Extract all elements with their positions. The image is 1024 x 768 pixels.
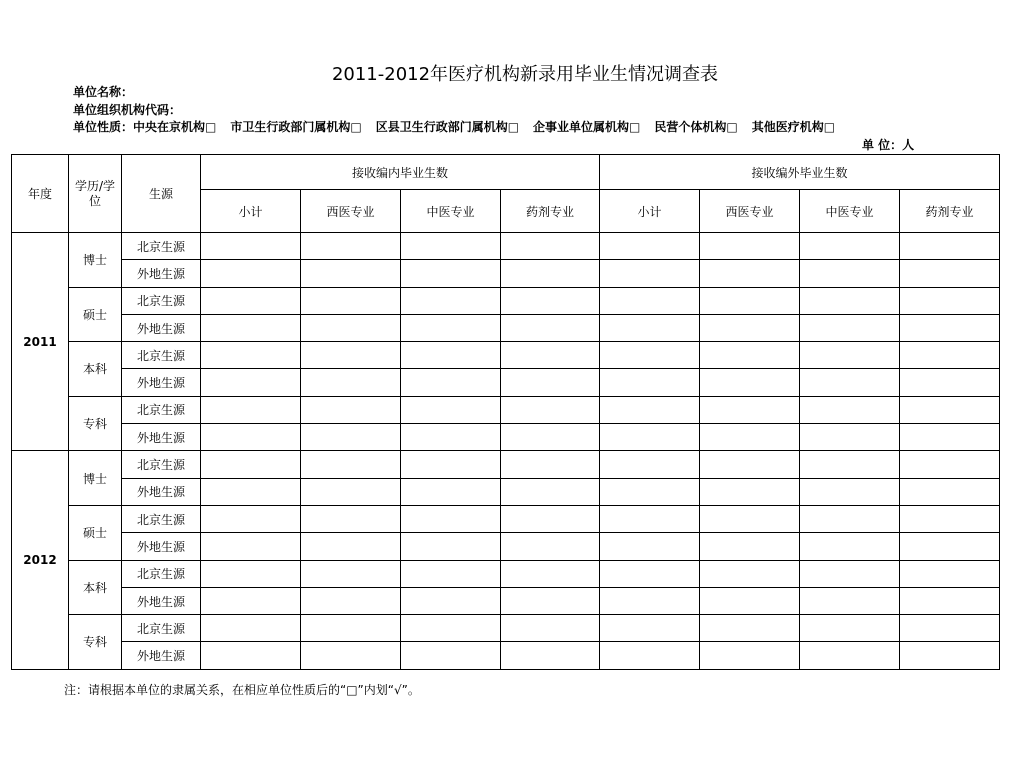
table-row — [12, 533, 1000, 560]
entry-cell[interactable] — [600, 478, 700, 505]
entry-cell[interactable] — [401, 260, 501, 287]
degree-cell: 专科 — [69, 615, 122, 670]
degree-cell: 本科 — [69, 560, 122, 615]
entry-cell[interactable] — [401, 451, 501, 478]
degree-cell: 博士 — [69, 451, 122, 506]
entry-cell[interactable] — [900, 396, 1000, 423]
entry-cell[interactable] — [501, 615, 600, 642]
entry-cell[interactable] — [401, 642, 501, 669]
sub-header-western: 西医专业 — [301, 190, 401, 233]
unit-name-label: 单位名称： — [73, 85, 134, 99]
entry-cell[interactable] — [501, 505, 600, 532]
entry-cell[interactable] — [201, 369, 301, 396]
entry-cell[interactable] — [401, 424, 501, 451]
entry-cell[interactable] — [700, 342, 800, 369]
entry-cell[interactable] — [401, 587, 501, 614]
degree-cell: 博士 — [69, 233, 122, 288]
nature-option-other[interactable]: 其他医疗机构□ — [751, 120, 836, 134]
entry-cell[interactable] — [600, 424, 700, 451]
entry-cell[interactable] — [600, 342, 700, 369]
entry-cell[interactable] — [501, 642, 600, 669]
entry-cell[interactable] — [700, 560, 800, 587]
table-row — [12, 233, 1000, 260]
source-cell: 北京生源 — [122, 287, 201, 314]
entry-cell[interactable] — [700, 533, 800, 560]
source-cell: 外地生源 — [122, 424, 201, 451]
table-row — [12, 396, 1000, 423]
entry-cell[interactable] — [800, 260, 900, 287]
table-row — [12, 587, 1000, 614]
entry-cell[interactable] — [301, 451, 401, 478]
entry-cell[interactable] — [501, 260, 600, 287]
entry-cell[interactable] — [600, 615, 700, 642]
source-cell: 外地生源 — [122, 642, 201, 669]
entry-cell[interactable] — [301, 615, 401, 642]
in-quota-header: 接收编内毕业生数 — [201, 155, 600, 190]
entry-cell[interactable] — [800, 369, 900, 396]
entry-cell[interactable] — [900, 533, 1000, 560]
entry-cell[interactable] — [800, 451, 900, 478]
sub-header-tcm: 中医专业 — [401, 190, 501, 233]
entry-cell[interactable] — [501, 314, 600, 341]
entry-cell[interactable] — [700, 233, 800, 260]
entry-cell[interactable] — [600, 505, 700, 532]
entry-cell[interactable] — [301, 560, 401, 587]
entry-cell[interactable] — [401, 560, 501, 587]
entry-cell[interactable] — [201, 478, 301, 505]
entry-cell[interactable] — [401, 478, 501, 505]
entry-cell[interactable] — [501, 560, 600, 587]
entry-cell[interactable] — [501, 587, 600, 614]
table-row — [12, 560, 1000, 587]
entry-cell[interactable] — [700, 424, 800, 451]
degree-cell: 硕士 — [69, 287, 122, 342]
entry-cell[interactable] — [800, 505, 900, 532]
year-cell: 2012 — [12, 451, 69, 669]
entry-cell[interactable] — [301, 478, 401, 505]
degree-cell: 硕士 — [69, 505, 122, 560]
entry-cell[interactable] — [900, 451, 1000, 478]
entry-cell[interactable] — [501, 287, 600, 314]
entry-cell[interactable] — [501, 478, 600, 505]
entry-cell[interactable] — [301, 260, 401, 287]
entry-cell[interactable] — [700, 260, 800, 287]
entry-cell[interactable] — [700, 505, 800, 532]
entry-cell[interactable] — [501, 369, 600, 396]
degree-cell: 本科 — [69, 342, 122, 397]
entry-cell[interactable] — [800, 396, 900, 423]
table-row — [12, 424, 1000, 451]
entry-cell[interactable] — [201, 560, 301, 587]
sub-header-pharmacy: 药剂专业 — [501, 190, 600, 233]
entry-cell[interactable] — [700, 314, 800, 341]
sub-header-western: 西医专业 — [700, 190, 800, 233]
entry-cell[interactable] — [600, 451, 700, 478]
entry-cell[interactable] — [201, 587, 301, 614]
survey-table — [11, 154, 1000, 670]
out-quota-header: 接收编外毕业生数 — [600, 155, 1000, 190]
entry-cell[interactable] — [201, 451, 301, 478]
entry-cell[interactable] — [301, 642, 401, 669]
source-cell: 外地生源 — [122, 369, 201, 396]
table-row — [12, 642, 1000, 669]
entry-cell[interactable] — [401, 615, 501, 642]
entry-cell[interactable] — [201, 505, 301, 532]
entry-cell[interactable] — [401, 314, 501, 341]
source-cell: 外地生源 — [122, 533, 201, 560]
entry-cell[interactable] — [201, 642, 301, 669]
nature-option-district-health[interactable]: 区县卫生行政部门属机构□ — [375, 120, 520, 134]
entry-cell[interactable] — [401, 505, 501, 532]
entry-cell[interactable] — [401, 287, 501, 314]
entry-cell[interactable] — [301, 587, 401, 614]
source-cell: 外地生源 — [122, 587, 201, 614]
entry-cell[interactable] — [700, 396, 800, 423]
entry-cell[interactable] — [800, 314, 900, 341]
entry-cell[interactable] — [201, 424, 301, 451]
entry-cell[interactable] — [301, 342, 401, 369]
source-cell: 北京生源 — [122, 560, 201, 587]
source-cell: 北京生源 — [122, 451, 201, 478]
org-code-label: 单位组织机构代码： — [73, 103, 182, 117]
table-row — [12, 342, 1000, 369]
entry-cell[interactable] — [600, 314, 700, 341]
entry-cell[interactable] — [501, 342, 600, 369]
entry-cell[interactable] — [700, 615, 800, 642]
nature-option-central[interactable]: 中央在京机构□ — [133, 120, 217, 134]
entry-cell[interactable] — [201, 233, 301, 260]
entry-cell[interactable] — [800, 587, 900, 614]
sub-header-tcm: 中医专业 — [800, 190, 900, 233]
entry-cell[interactable] — [301, 314, 401, 341]
entry-cell[interactable] — [900, 260, 1000, 287]
entry-cell[interactable] — [401, 369, 501, 396]
table-row — [12, 505, 1000, 532]
entry-cell[interactable] — [501, 533, 600, 560]
entry-cell[interactable] — [900, 478, 1000, 505]
entry-cell[interactable] — [600, 533, 700, 560]
edu-header: 学历/学位 — [69, 155, 122, 233]
entry-cell[interactable] — [900, 287, 1000, 314]
source-cell: 外地生源 — [122, 314, 201, 341]
entry-cell[interactable] — [900, 424, 1000, 451]
entry-cell[interactable] — [401, 342, 501, 369]
unit-label: 单 位：人 — [862, 138, 915, 152]
entry-cell[interactable] — [600, 287, 700, 314]
entry-cell[interactable] — [900, 342, 1000, 369]
entry-cell[interactable] — [201, 260, 301, 287]
entry-cell[interactable] — [301, 287, 401, 314]
nature-option-enterprise[interactable]: 企事业单位属机构□ — [533, 120, 641, 134]
entry-cell[interactable] — [201, 287, 301, 314]
entry-cell[interactable] — [301, 233, 401, 260]
entry-cell[interactable] — [501, 424, 600, 451]
entry-cell[interactable] — [800, 424, 900, 451]
source-header: 生源 — [122, 155, 201, 233]
source-cell: 北京生源 — [122, 342, 201, 369]
entry-cell[interactable] — [501, 451, 600, 478]
entry-cell[interactable] — [401, 233, 501, 260]
page-title: 2011-2012年医疗机构新录用毕业生情况调查表 — [331, 64, 719, 85]
table-row — [12, 451, 1000, 478]
source-cell: 外地生源 — [122, 260, 201, 287]
table-row — [12, 287, 1000, 314]
entry-cell[interactable] — [600, 642, 700, 669]
entry-cell[interactable] — [600, 369, 700, 396]
entry-cell[interactable] — [201, 314, 301, 341]
table-row — [12, 260, 1000, 287]
year-header: 年度 — [12, 155, 69, 233]
entry-cell[interactable] — [800, 560, 900, 587]
entry-cell[interactable] — [700, 478, 800, 505]
entry-cell[interactable] — [301, 396, 401, 423]
entry-cell[interactable] — [800, 342, 900, 369]
entry-cell[interactable] — [301, 533, 401, 560]
entry-cell[interactable] — [900, 560, 1000, 587]
entry-cell[interactable] — [201, 615, 301, 642]
entry-cell[interactable] — [501, 233, 600, 260]
table-row — [12, 615, 1000, 642]
nature-option-city-health[interactable]: 市卫生行政部门属机构□ — [230, 120, 362, 134]
entry-cell[interactable] — [900, 233, 1000, 260]
entry-cell[interactable] — [700, 287, 800, 314]
entry-cell[interactable] — [700, 642, 800, 669]
entry-cell[interactable] — [900, 615, 1000, 642]
entry-cell[interactable] — [700, 587, 800, 614]
source-cell: 北京生源 — [122, 505, 201, 532]
entry-cell[interactable] — [800, 233, 900, 260]
entry-cell[interactable] — [301, 369, 401, 396]
source-cell: 北京生源 — [122, 396, 201, 423]
entry-cell[interactable] — [600, 587, 700, 614]
entry-cell[interactable] — [900, 314, 1000, 341]
year-cell: 2011 — [12, 233, 69, 451]
entry-cell[interactable] — [201, 533, 301, 560]
entry-cell[interactable] — [800, 478, 900, 505]
entry-cell[interactable] — [800, 615, 900, 642]
entry-cell[interactable] — [900, 369, 1000, 396]
entry-cell[interactable] — [800, 642, 900, 669]
sub-header-pharmacy: 药剂专业 — [900, 190, 1000, 233]
entry-cell[interactable] — [301, 505, 401, 532]
entry-cell[interactable] — [301, 424, 401, 451]
nature-line — [73, 119, 849, 135]
sub-header-subtotal: 小计 — [201, 190, 301, 233]
nature-option-private[interactable]: 民营个体机构□ — [654, 120, 738, 134]
entry-cell[interactable] — [900, 642, 1000, 669]
entry-cell[interactable] — [501, 396, 600, 423]
footnote: 注：请根据本单位的隶属关系，在相应单位性质后的“□”内划“√”。 — [64, 683, 420, 697]
entry-cell[interactable] — [800, 533, 900, 560]
nature-label: 单位性质： — [73, 120, 134, 134]
table-row — [12, 369, 1000, 396]
source-cell: 外地生源 — [122, 478, 201, 505]
entry-cell[interactable] — [700, 369, 800, 396]
entry-cell[interactable] — [900, 587, 1000, 614]
degree-cell: 专科 — [69, 396, 122, 451]
entry-cell[interactable] — [600, 233, 700, 260]
entry-cell[interactable] — [201, 342, 301, 369]
source-cell: 北京生源 — [122, 615, 201, 642]
entry-cell[interactable] — [401, 396, 501, 423]
table-row — [12, 478, 1000, 505]
entry-cell[interactable] — [600, 560, 700, 587]
entry-cell[interactable] — [600, 396, 700, 423]
sub-header-subtotal: 小计 — [600, 190, 700, 233]
entry-cell[interactable] — [700, 451, 800, 478]
table-row — [12, 314, 1000, 341]
entry-cell[interactable] — [900, 505, 1000, 532]
entry-cell[interactable] — [201, 396, 301, 423]
source-cell: 北京生源 — [122, 233, 201, 260]
entry-cell[interactable] — [401, 533, 501, 560]
entry-cell[interactable] — [800, 287, 900, 314]
entry-cell[interactable] — [600, 260, 700, 287]
